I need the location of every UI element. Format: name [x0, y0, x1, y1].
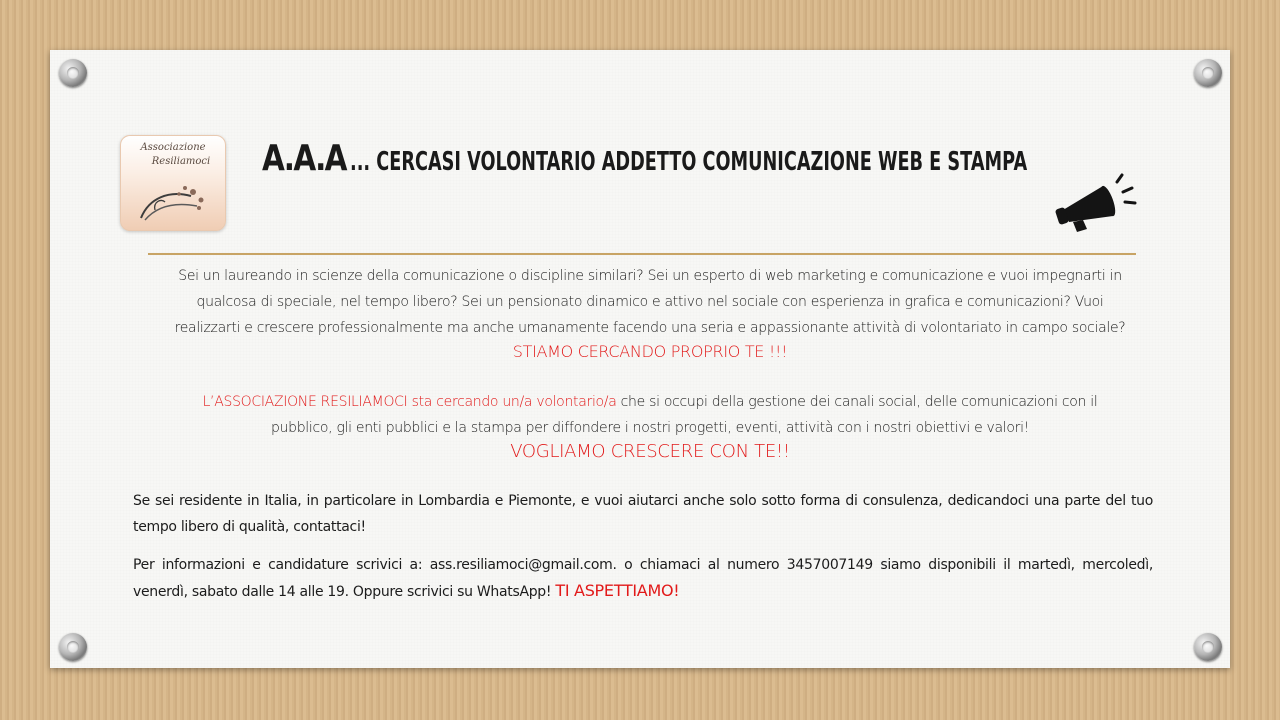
intro-line: Sei un laureando in scienze della comunicazione o discipline similari? Sei un esperto di web marketing e comunicazione e vuoi impegnarti in [178, 268, 1122, 284]
grommet-top-right-icon [1194, 59, 1222, 87]
association-line-1 [60, 389, 1240, 415]
residents-paragraph: Se sei residente in Italia, in particolare in Lombardia e Piemonte, e vuoi aiutarci anche solo sotto forma di consulenza, dedicandoci una parte del tuo tempo libero di qualità, contattaci! [133, 493, 1153, 535]
association-callout: VOGLIAMO CRESCERE CON TE!! [510, 441, 790, 462]
title-rest: ... CERCASI VOLONTARIO ADDETTO COMUNICAZIONE WEB E STAMPA [350, 147, 1028, 177]
logo-line-2: Resiliamoci [151, 156, 211, 167]
association-highlight: L’ASSOCIAZIONE RESILIAMOCI sta cercando un/a volontario/a [202, 394, 617, 410]
divider [148, 253, 1136, 255]
flourish-icon [135, 180, 213, 224]
logo-line-1: Associazione [140, 142, 206, 153]
contact-paragraph [133, 552, 1153, 605]
intro-callout: STIAMO CERCANDO PROPRIO TE !!! [512, 342, 788, 361]
intro-line: realizzarti e crescere professionalmente ma anche umanamente facendo una seria e appassionante attività di volontariato in campo sociale? [174, 320, 1126, 336]
association-line-1-rest: che si occupi della gestione dei canali social, delle comunicazioni con il [616, 394, 1098, 410]
grommet-bottom-left-icon [59, 633, 87, 661]
association-paragraph [60, 389, 1240, 463]
association-logo [120, 135, 226, 231]
grommet-top-left-icon [59, 59, 87, 87]
contact-text: Per informazioni e candidature scrivici a: ass.resiliamoci@gmail.com. o chiamaci al numero 3457007149 siamo disponibili il martedì, mercoledì, venerdì, sabato dalle 14 alle 19. Oppure scrivici su WhatsApp! [133, 557, 1153, 600]
grommet-bottom-right-icon [1194, 633, 1222, 661]
contact-closing: TI ASPETTIAMO! [555, 581, 680, 600]
association-line-2: pubblico, gli enti pubblici e la stampa per diffondere i nostri progetti, eventi, attività con i nostri obiettivi e valori! [270, 420, 1030, 436]
title-prefix: A.A.A [262, 138, 346, 179]
intro-paragraph [60, 263, 1240, 363]
intro-line: qualcosa di speciale, nel tempo libero? Sei un pensionato dinamico e attivo nel sociale con esperienza in grafica e comunicazioni? Vuoi [196, 294, 1104, 310]
megaphone-icon [1055, 172, 1139, 236]
